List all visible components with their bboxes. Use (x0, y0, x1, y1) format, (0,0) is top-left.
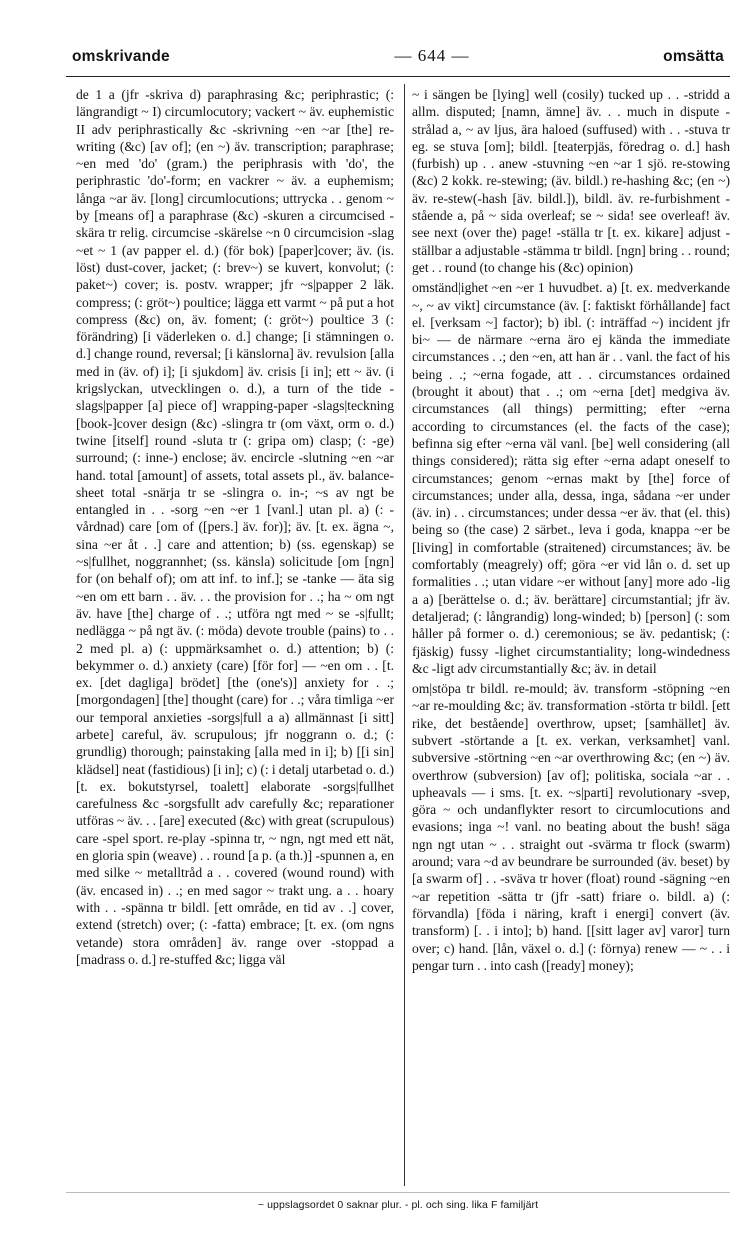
entry-paragraph: ~ i sängen be [lying] well (cosily) tucked up . . -stridd a allm. disputed; [namn, ämne] äv. . . much in dispute -strålad a, ~ av ljus, ära haloed (suffused) with . . -stuva tr eg. se stuva [om]; bildl. [teaterpjäs, föredrag o. d.] hash (furbish) up . . anew -stuvning ~en ~ar 1 sjö. re-stowing (&c) 2 kokk. re-stewing; (äv. bildl.) re-hashing &c; (en ~) äv. re-stew(-hash [äv. bildl.]), bildl. äv. re-furbishment -stående a, på ~ sida overleaf; se ~ sida! see overleaf! äv. see next (over the) page! -ställa tr [t. ex. kikare] adjust -ställbar a adjustable -stämma tr bildl. [ngn] bring . . round; get . . round (to change his (&c) opinion) (412, 87, 730, 275)
left-running-headword: omskrivande (72, 48, 170, 65)
right-running-headword: omsätta (663, 48, 724, 65)
page-header (72, 44, 724, 72)
entry-paragraph: de 1 a (jfr -skriva d) paraphrasing &c; periphrastic; (: längrandigt ~ I) circumlocutory; vackert ~ äv. euphemistic II adv periphrastically &c -skrivning ~en ~ar [the] re-writing (&c) [av of]; (en ~) äv. transcription; paraphrase; ~en med 'do' (gram.) the periphrasis with 'do', the periphrastic 'do'-form; en vackrer ~ äv. a euphemism; långa ~ar äv. [long] circumlocutions; uttrycka . . genom ~ by [means of] a paraphrase (&c) -skuren a circumcised -skära tr relig. circumcise -skärelse ~n 0 circumcision -slag ~et ~ 1 (av papper el. d.) (för bok) [paper]cover; äv. (is. löst) dust-cover, jacket; (: brev~) se kuvert, konvolut; (: paket~) cover; is. postv. wrapper; jfr ~s|papper 2 läk. compress; (: gröt~) poultice; lägga ett varmt ~ på put a hot compress (&c) on, äv. foment; (: gröt~) poultice 3 (: förändring) [i väderleken o. d.] change; [i stämningen o. d.] change round, reversal; [i känslorna] äv. revulsion [alla med in (äv. of) i]; [i sjukdom] äv. crisis [i in]; ett ~ äv. (i krigslyckan, utvecklingen o. d.), a turn of the tide -slags|papper [a] piece of] wrapping-paper -slags|teckning [book-]cover design (&c) -slingra tr (om växt, orm o. d.) twine [itself] round -sluta tr (: gripa om) clasp; (: -ge) surround; (: inne-) enclose; äv. encircle -slutning ~en ~ar hand. total [amount] of assets, total assets pl., äv. balance-sheet total -snärja tr se -slingra o. in-; ~s av ngt be entangled in . . -sorg ~en ~er 1 [vanl.] utan pl. a) (: -vårdnad) care [om of ([pers.] äv. for)]; äv. [t. ex. ägna ~, sina ~er åt . .] care and attention; b) (ss. egenskap) se ~s|fullhet, noggrannhet; (ss. känsla) solicitude [om [ngn] for (on behalf of); om att inf. to inf.]; se -tanke — äta sig ~en om ett barn . . äv. . . the provision for . .; ha ~ om ngt äv. have [the] charge of . .; utföra ngt med ~ se -s|fullt; nedlägga ~ på ngt äv. (: möda) devote trouble (pains) to . . 2 med pl. a) (: uppmärksamhet o. d.) attention; b) (: bekymmer o. d.) anxiety (care) [för for] — ~en om . . [t. ex. [det dagliga] brödet] [the (one's)] anxiety for . .; [morgondagen] [the] thought (care) for . .; våra timliga ~er our temporal anxieties -sorgs|full a a) allmännast [i sitt] arbete] careful, äv. scrupulous; jfr noggrann o. d.; (: grundlig) thorough; painstaking [alla med in i]; b) [[i sin] klädsel] neat (fastidious) [i in]; c) (: i detalj utarbetad o. d.) [t. ex. bokutstyrsel, toalett] elaborate -sorgs|fullhet carefulness &c -sorgsfullt adv carefully &c; reparationer utföras ~ äv. . . [are] executed (&c) with great (scrupulous) care -spel sport. re-play -spinna tr, ~ ngn, ngt med ett nät, en gloria spin (weave) . . round [a p. (a th.)] -spunnen a, en med silke ~ metalltråd a . . covered (wound round) with (äv. encased in) . .; en med sagor ~ trakt ung. a . . hoary with . . -spänna tr bildl. [ett område, en tid av . .] cover, extend (stretch) over; (: -fatta) embrace; [t. ex. (om ngns vetande) stora områden] äv. range over -stoppad a [madrass o. d.] re-stuffed &c; ligga väl (76, 87, 394, 967)
entry-paragraph: om|stöpa tr bildl. re-mould; äv. transform -stöpning ~en ~ar re-moulding &c; äv. transformation -störta tr bildl. [ett rike, det bestående] overthrow, upset; [samhället] äv. subvert -störtande a [t. ex. verkan, verksamhet] vanl. subversive -störtning ~en ~ar overthrowing &c; (en ~) äv. overthrow (subversion) [av of]; politiska, sociala ~ar . . upheavals — i sms. [t. ex. ~s|parti] revolutionary -svep, göra ~ och undanflykter resort to circumlocutions and evasions; inga ~! vanl. no beating about the bush! säga ngn ngt utan ~ . . straight out -svärma tr flock (swarm) around; vara ~d av beundrare be surrounded (äv. beset) by [a swarm of] . . -sväva tr hover (float) round -sägning ~en ~ar repetition -sätta tr (jfr -satt) friare o. bildl. a) (: förvandla) [föda i näring, kraft i energi] convert (äv. transform) [. . i into]; b) hand. [[sitt lager av] varor] turn over; c) hand. [lån, växel o. d.] (: förnya) renew — ~ . . i pengar turn . . into cash ([ready] money); (412, 681, 730, 973)
left-column (76, 86, 394, 1188)
right-column (412, 86, 730, 1188)
header-rule (66, 76, 730, 77)
entry-paragraph: omständ|ighet ~en ~er 1 huvudbet. a) [t. ex. medverkande ~, ~ av vikt] circumstance (äv. [: faktiskt förhållande] fact el. [verksam ~] factor); b) ibl. (: inträffad ~) incident jfr bi~ — de närmare ~erna äro ej kända the immediate circumstances . .; den ~en, att han är . . vanl. the fact of his being . .; ~erna fogade, att . . circumstances ordained (brought it about) that . .; om ~erna [det] medgiva äv. circumstances (all things) permitting; efter ~erna according to circumstances (el. the facts of the case); befinna sig efter ~erna väl vanl. [be] well considering (all things considered); rätta sig efter ~erna adapt oneself to circumstances; genom ~ernas makt by [the] force of circumstances; under alla, dessa, inga, sådana ~er under (äv. in) . . circumstances; under dessa ~er äv. that (el. this) being so (the case) 2 särbet., leva i goda, knappa ~er be [living] in comfortable (straitened) circumstances; äv. be comfortably (meagrely) off; göra ~er vid lån o. d. set up formalities . .; utan vidare ~er without [any] more ado -lig a a) [berättelse o. d.; äv. berättare] circumstantial; jfr äv. detaljerad; (: långrandig) long-winded; b) [person] (: som håller på former o. d.) ceremonious; se äv. pedantisk; (: fjäskig) fussy -lighet circumstantiality; long-windedness &c -ligt adv circumstantially &c; äv. in detail (412, 280, 730, 676)
abbreviation-legend: ~ uppslagsordet 0 saknar plur. - pl. och sing. lika F familjärt (66, 1192, 730, 1211)
column-divider (404, 84, 405, 1186)
page-number: — 644 — (394, 46, 470, 65)
